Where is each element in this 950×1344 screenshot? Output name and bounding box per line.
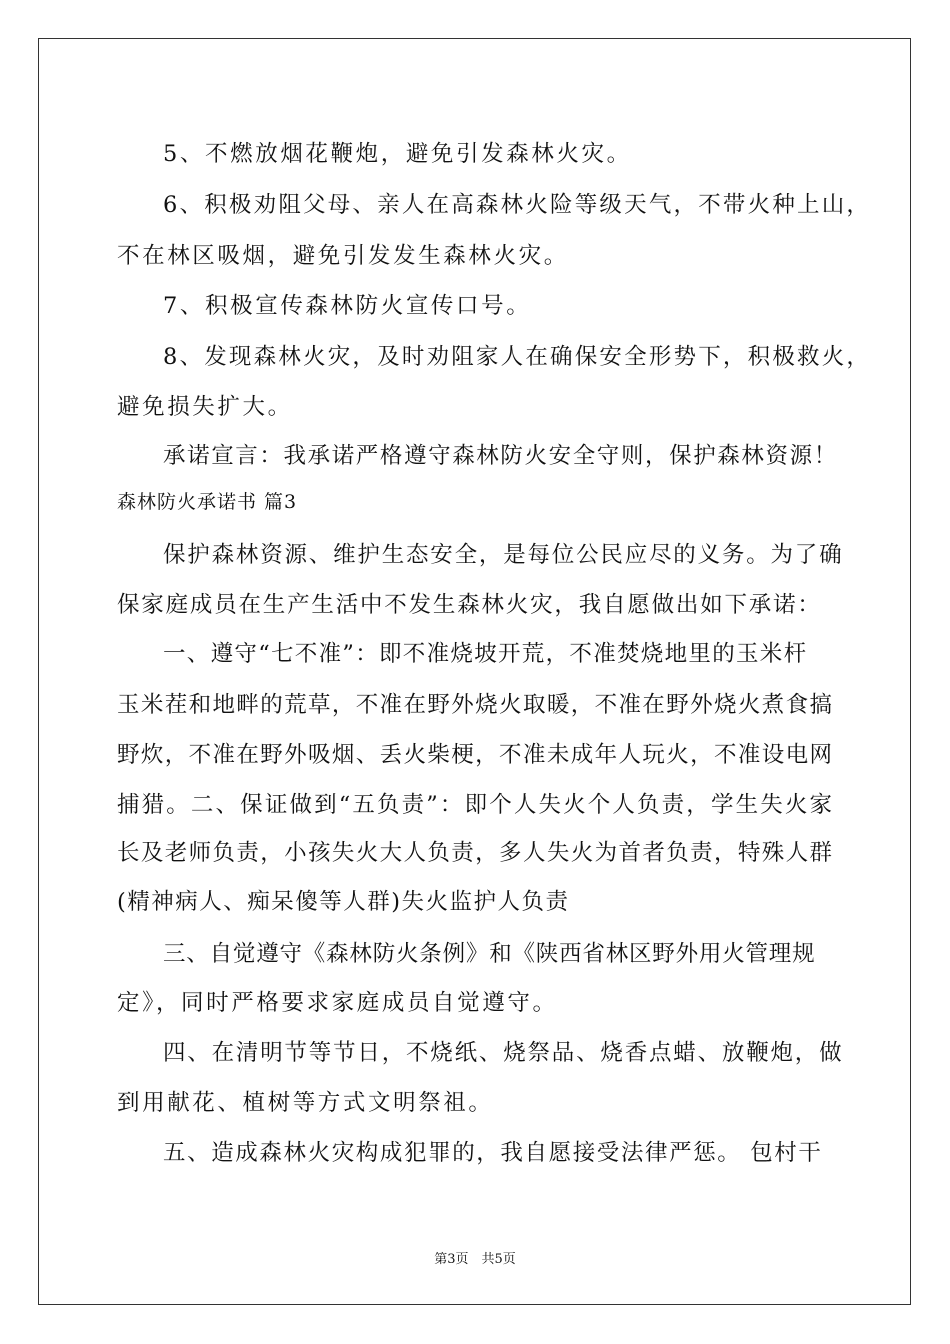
text-line: 玉米茬和地畔的荒草，不准在野外烧火取暖，不准在野外烧火煮食搞 — [117, 692, 832, 718]
text-line: 野炊，不准在野外吸烟、丢火柴梗，不准未成年人玩火，不准设电网 — [117, 742, 832, 768]
text-line: 保家庭成员在生产生活中不发生森林火灾，我自愿做出如下承诺： — [117, 592, 822, 618]
page-footer: 第3页 共5页 — [434, 1252, 516, 1267]
section-heading: 森林防火承诺书 篇3 — [117, 491, 298, 513]
text-line: 五、造成森林火灾构成犯罪的，我自愿接受法律严惩。 包村干 — [163, 1140, 823, 1166]
text-line: 捕猎。二、保证做到“五负责”：即个人失火个人负责，学生失火家 — [117, 792, 832, 818]
text-line: 保护森林资源、维护生态安全，是每位公民应尽的义务。为了确 — [163, 542, 844, 568]
text-line: 5、不燃放烟花鞭炮，避免引发森林火灾。 — [163, 141, 632, 167]
text-line: 定》，同时严格要求家庭成员自觉遵守。 — [117, 990, 558, 1016]
text-line: (精神病人、痴呆傻等人群)失火监护人负责 — [117, 889, 570, 915]
text-line: 6、积极劝阻父母、亲人在高森林火险等级天气，不带火种上山， — [163, 192, 872, 218]
text-line: 一、遵守“七不准”：即不准烧坡开荒，不准焚烧地里的玉米杆 — [163, 641, 808, 667]
text-line: 7、积极宣传森林防火宣传口号。 — [163, 293, 532, 319]
text-line: 四、在清明节等节日，不烧纸、烧祭品、烧香点蜡、放鞭炮，做 — [163, 1040, 844, 1066]
text-line: 避免损失扩大。 — [117, 394, 293, 420]
text-line: 8、发现森林火灾，及时劝阻家人在确保安全形势下，积极救火， — [163, 344, 872, 370]
text-line: 长及老师负责，小孩失火大人负责，多人失火为首者负责，特殊人群 — [117, 840, 832, 866]
text-line: 三、自觉遵守《森林防火条例》和《陕西省林区野外用火管理规 — [163, 941, 816, 967]
text-line: 承诺宣言：我承诺严格遵守森林防火安全守则，保护森林资源！ — [163, 443, 838, 469]
text-line: 不在林区吸烟，避免引发发生森林火灾。 — [117, 243, 569, 269]
text-line: 到用献花、植树等方式文明祭祖。 — [117, 1090, 494, 1116]
